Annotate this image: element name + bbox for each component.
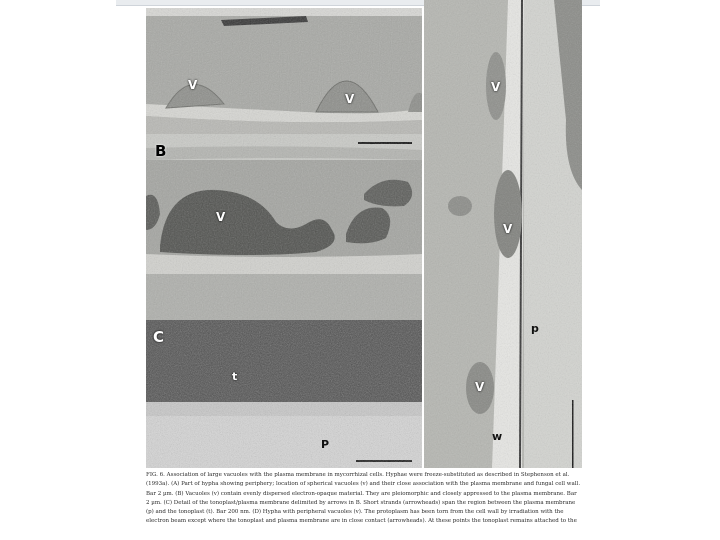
panel-a-micrograph [146,8,422,134]
vacuole-label-d2: V [503,222,513,236]
micrograph-figure [146,0,582,468]
tonoplast-label: t [232,370,238,383]
panel-c-image [146,320,422,468]
vacuole-label-a2: V [345,92,355,106]
plasma-membrane-label: P [321,438,330,451]
vacuole-label-a1: V [188,78,198,92]
panel-a-image [146,8,422,134]
panel-label-b: B [155,142,167,160]
caption-line: (p) and the tonoplast (t). Bar 200 nm. (D) Hypha with peripheral vacuoles (v). The protoplasm has been torn from the cell wall by irradiation with the [146,509,564,516]
caption-line: 2 µm. (C) Detail of the tonoplast/plasma membrane delimited by arrows in B. Short strands (arrowheads) span the region between the plasma membrane [146,499,576,506]
caption-line: electron beam except where the tonoplast and plasma membrane are in close contact (arrowheads). At these points the tonoplast remains attached to the [146,518,577,525]
panel-d-micrograph [424,0,582,468]
panel-c-micrograph [146,320,422,468]
panel-b-micrograph [146,134,422,320]
cell-wall-label: w [492,430,503,443]
vacuole-label-b1: V [216,210,226,224]
plasma-membrane-label-d: p [531,322,539,335]
vacuole-label-d1: V [491,80,501,94]
caption-line: Bar 2 µm. (B) Vacuoles (v) contain evenly dispersed electron-opaque material. They are pleiomorphic and closely appressed to the plasma membrane. Bar [146,490,577,497]
caption-line: (1993a). (A) Part of hypha showing periphery; location of spherical vacuoles (v) and their close association with the plasma membrane and fungal cell wall. [146,481,581,488]
vacuole-label-d3: V [475,380,485,394]
panel-b-image [146,134,422,320]
figure-caption [146,471,598,527]
panel-label-c: C [153,328,165,346]
caption-line: FIG. 6. Association of large vacuoles with the plasma membrane in mycorrhizal cells. Hyphae were freeze-substituted as described in Stephenson et al. [146,472,570,478]
